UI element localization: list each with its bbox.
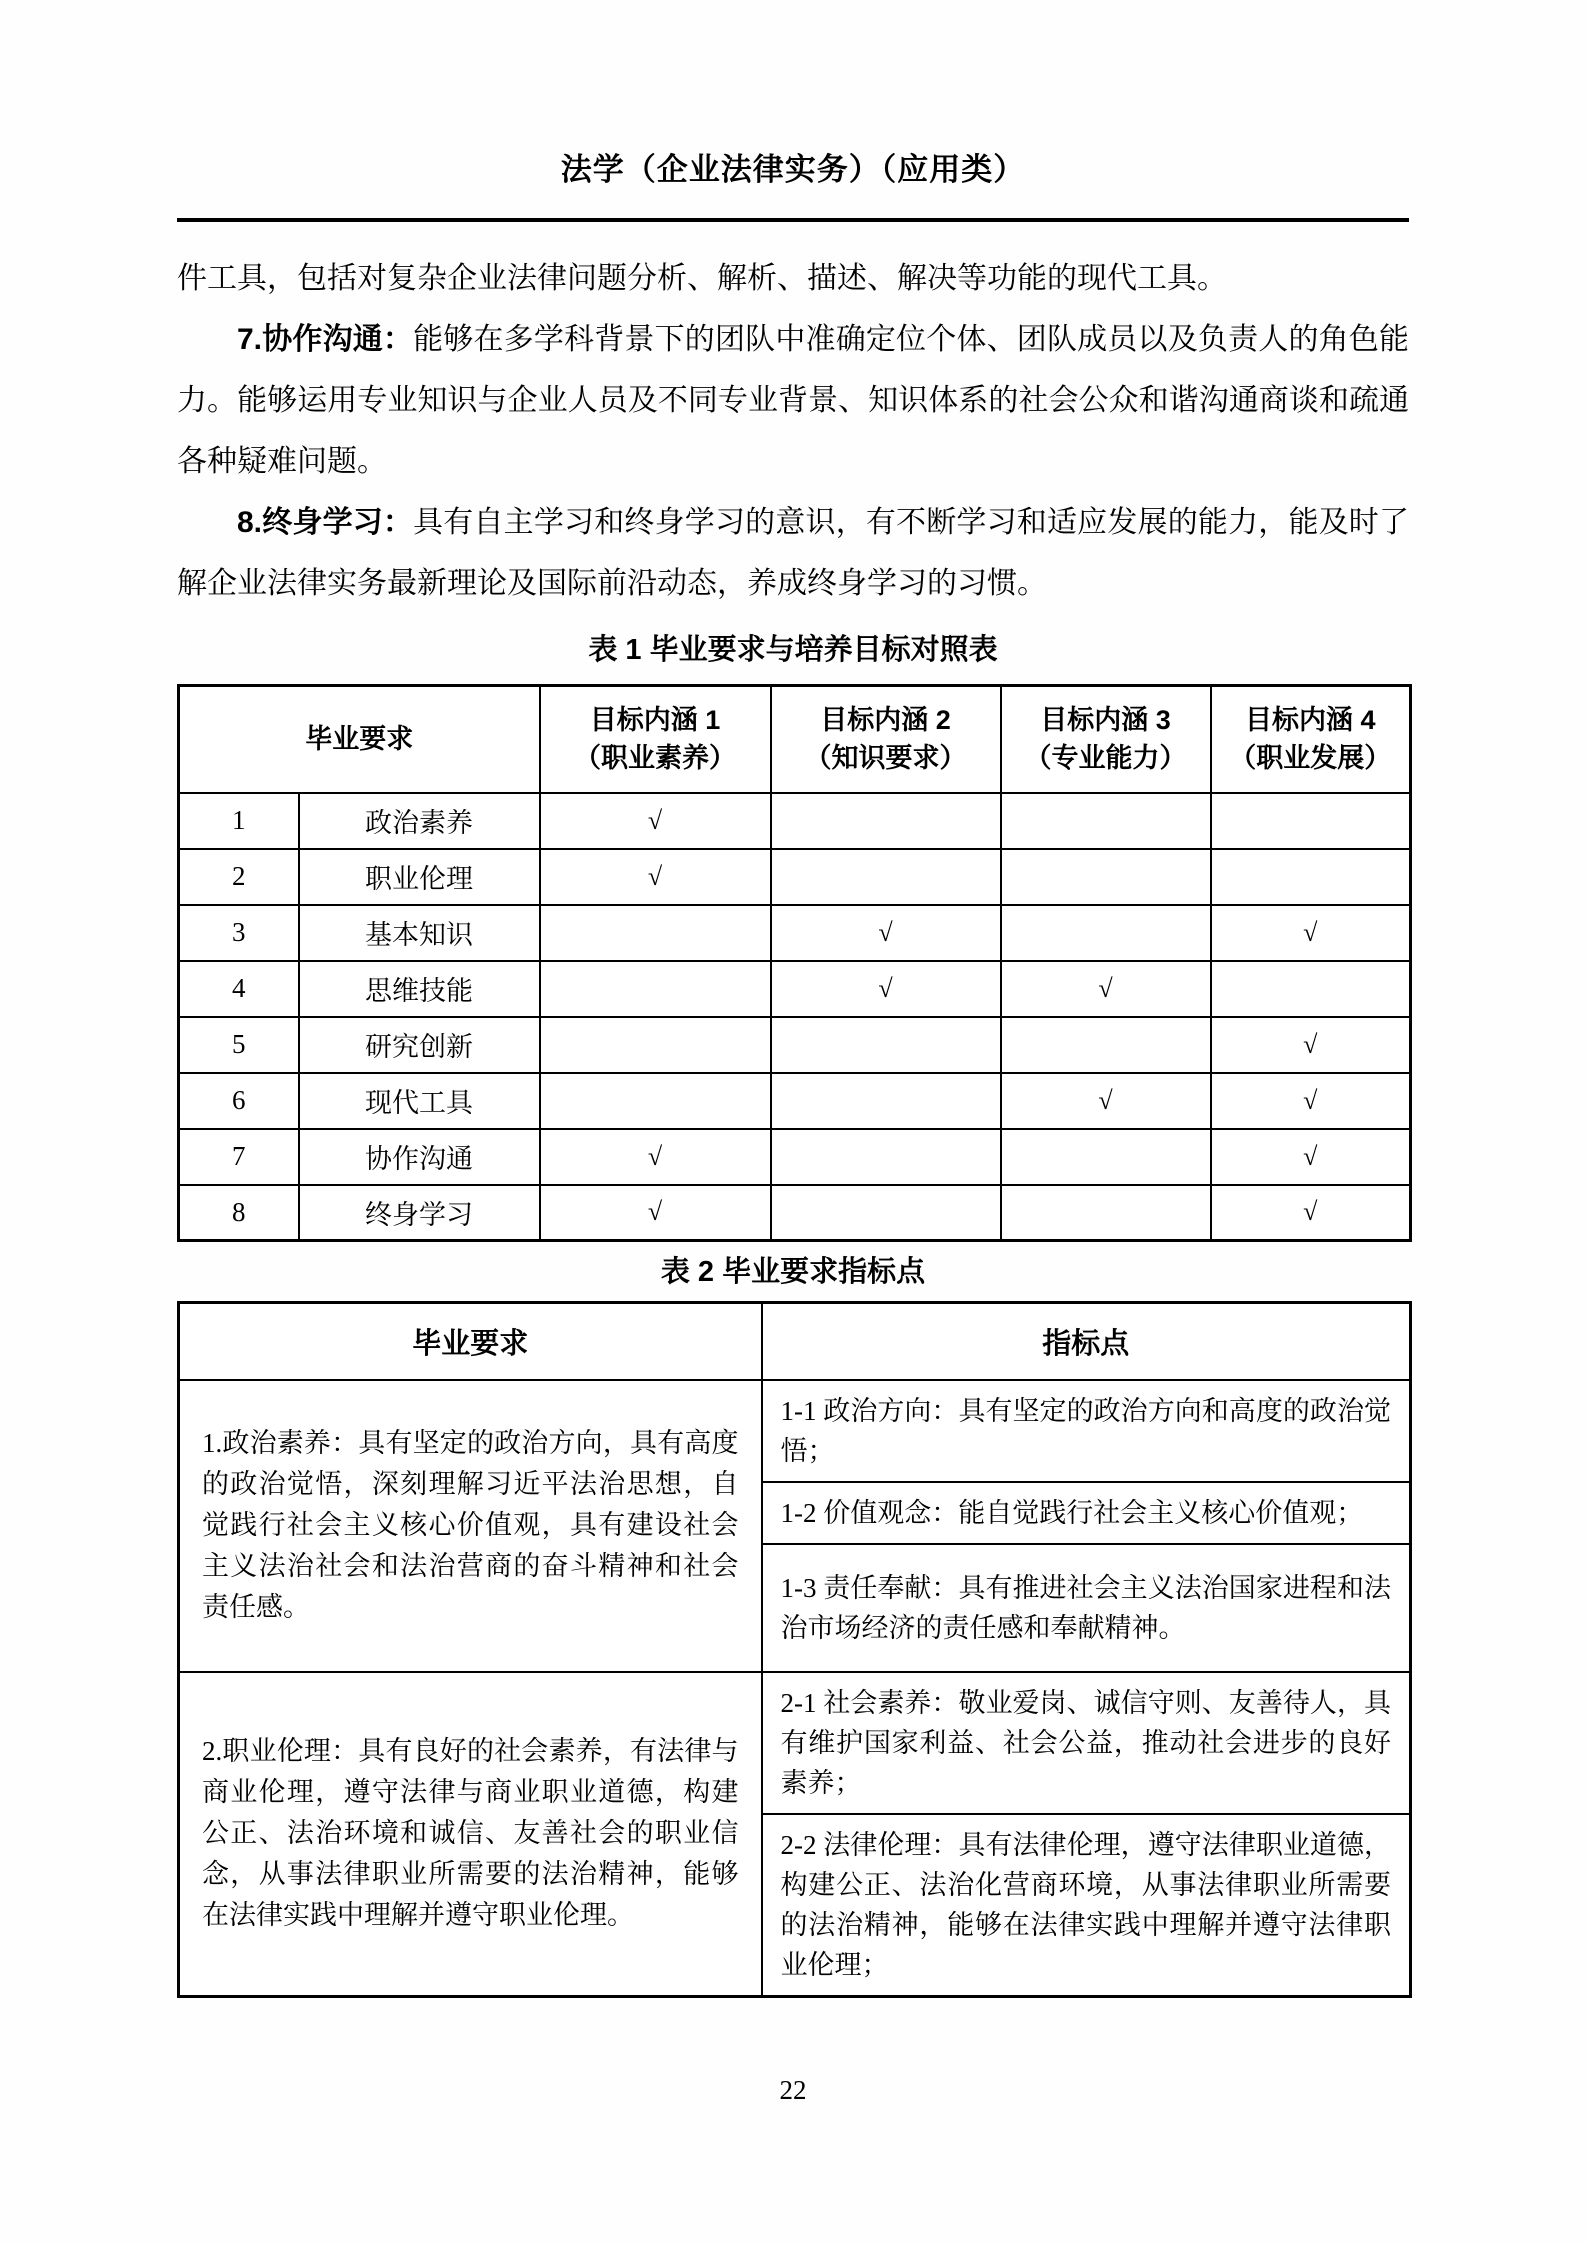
- checkmark-cell: [1001, 1185, 1211, 1241]
- checkmark-cell: [1001, 905, 1211, 961]
- checkmark-cell: [1001, 1017, 1211, 1073]
- table1-header-row: [179, 686, 1411, 793]
- table1-header-requirements: 毕业要求: [179, 686, 540, 793]
- table1-row-4: [179, 961, 1411, 1017]
- table2-group1-row1: [179, 1380, 1411, 1482]
- table1-header-goal2: [771, 686, 1001, 793]
- row-number: 4: [179, 961, 299, 1017]
- requirement-cell-2: 2.职业伦理：具有良好的社会素养，有法律与商业伦理，遵守法律与商业职业道德，构建公正、法治环境和诚信、友善社会的职业信念，从事法律职业所需要的法治精神，能够在法律实践中理解并遵守职业伦理。: [179, 1672, 762, 1997]
- row-number: 1: [179, 793, 299, 849]
- goal1-line1: 目标内涵 1: [589, 705, 721, 736]
- checkmark-cell: [771, 849, 1001, 905]
- table1-header-goal1: [540, 686, 771, 793]
- checkmark-cell: √: [1001, 961, 1211, 1017]
- paragraph-modern-tools: 件工具，包括对复杂企业法律问题分析、解析、描述、解决等功能的现代工具。: [177, 262, 1227, 295]
- goal4-line2: （职业发展）: [1229, 743, 1392, 774]
- table2-group2-row1: [179, 1672, 1411, 1814]
- checkmark-cell: [771, 1017, 1001, 1073]
- table1-row-6: [179, 1073, 1411, 1129]
- goal4-line1: 目标内涵 4: [1244, 705, 1376, 736]
- table2-requirement-indicators: [177, 1301, 1412, 1998]
- table1-row-3: [179, 905, 1411, 961]
- requirement-label: 现代工具: [299, 1073, 540, 1129]
- checkmark-cell: √: [540, 1129, 771, 1185]
- paragraph-7-text: 能够在多学科背景下的团队中准确定位个体、团队成员以及负责人的角色能力。能够运用专业知识与企业人员及不同专业背景、知识体系的社会公众和谐沟通商谈和疏通各种疑难问题。: [177, 323, 1409, 478]
- checkmark-cell: [1001, 793, 1211, 849]
- checkmark-cell: [771, 793, 1001, 849]
- table1-caption: 表 1 毕业要求与培养目标对照表: [588, 634, 998, 666]
- paragraph-7-lead: 7.协作沟通：: [237, 323, 414, 356]
- checkmark-cell: √: [540, 793, 771, 849]
- checkmark-cell: √: [540, 1185, 771, 1241]
- table1-graduation-vs-goals: [177, 684, 1412, 1242]
- table1-header-goal4: [1211, 686, 1411, 793]
- table2-header-requirements: 毕业要求: [179, 1303, 762, 1380]
- table1-row-1: [179, 793, 1411, 849]
- body-paragraphs: [177, 248, 1409, 614]
- table2-caption: 表 2 毕业要求指标点: [660, 1256, 926, 1288]
- checkmark-cell: √: [771, 961, 1001, 1017]
- checkmark-cell: [1211, 849, 1411, 905]
- table1-header-goal3: [1001, 686, 1211, 793]
- table2-header-row: [179, 1303, 1411, 1380]
- checkmark-cell: √: [1001, 1073, 1211, 1129]
- requirement-label: 政治素养: [299, 793, 540, 849]
- checkmark-cell: [540, 1073, 771, 1129]
- requirement-label: 基本知识: [299, 905, 540, 961]
- table1-row-5: [179, 1017, 1411, 1073]
- indicator-cell-1-2: 1-2 价值观念：能自觉践行社会主义核心价值观；: [762, 1482, 1411, 1544]
- row-number: 6: [179, 1073, 299, 1129]
- requirement-label: 研究创新: [299, 1017, 540, 1073]
- goal3-line1: 目标内涵 3: [1040, 705, 1171, 736]
- requirement-label: 思维技能: [299, 961, 540, 1017]
- requirement-label: 职业伦理: [299, 849, 540, 905]
- row-number: 2: [179, 849, 299, 905]
- checkmark-cell: [540, 1017, 771, 1073]
- indicator-cell-1-1: 1-1 政治方向：具有坚定的政治方向和高度的政治觉悟；: [762, 1380, 1411, 1482]
- goal2-line1: 目标内涵 2: [820, 705, 951, 736]
- checkmark-cell: √: [1211, 905, 1411, 961]
- paragraph-7-collaboration: [177, 309, 1409, 492]
- requirement-label: 协作沟通: [299, 1129, 540, 1185]
- checkmark-cell: [1001, 1129, 1211, 1185]
- row-number: 3: [179, 905, 299, 961]
- requirement-label: 终身学习: [299, 1185, 540, 1241]
- row-number: 8: [179, 1185, 299, 1241]
- checkmark-cell: √: [1211, 1017, 1411, 1073]
- page-content: [177, 148, 1409, 1998]
- checkmark-cell: [1211, 793, 1411, 849]
- page-number: 22: [779, 2075, 807, 2105]
- checkmark-cell: [1211, 961, 1411, 1017]
- checkmark-cell: √: [771, 905, 1001, 961]
- checkmark-cell: [540, 905, 771, 961]
- indicator-cell-1-3: 1-3 责任奉献：具有推进社会主义法治国家进程和法治市场经济的责任感和奉献精神。: [762, 1544, 1411, 1672]
- document-title: 法学（企业法律实务）（应用类）: [560, 152, 1026, 187]
- checkmark-cell: [771, 1073, 1001, 1129]
- paragraph-8-text: 具有自主学习和终身学习的意识，有不断学习和适应发展的能力，能及时了解企业法律实务最新理论及国际前沿动态，养成终身学习的习惯。: [177, 506, 1409, 600]
- table1-row-2: [179, 849, 1411, 905]
- checkmark-cell: [540, 961, 771, 1017]
- paragraph-8-lifelong-learning: [177, 492, 1409, 614]
- checkmark-cell: [771, 1185, 1001, 1241]
- row-number: 5: [179, 1017, 299, 1073]
- goal1-line2: （职业素养）: [574, 743, 736, 774]
- table2-header-indicators: 指标点: [762, 1303, 1411, 1380]
- goal3-line2: （专业能力）: [1024, 743, 1187, 774]
- checkmark-cell: √: [1211, 1129, 1411, 1185]
- indicator-cell-2-2: 2-2 法律伦理：具有法律伦理，遵守法律职业道德，构建公正、法治化营商环境，从事法律职业所需要的法治精神，能够在法律实践中理解并遵守法律职业伦理；: [762, 1814, 1411, 1997]
- paragraph-8-lead: 8.终身学习：: [237, 506, 414, 539]
- checkmark-cell: √: [540, 849, 771, 905]
- table1-row-8: [179, 1185, 1411, 1241]
- table1-row-7: [179, 1129, 1411, 1185]
- checkmark-cell: [771, 1129, 1001, 1185]
- requirement-cell-1: 1.政治素养：具有坚定的政治方向，具有高度的政治觉悟，深刻理解习近平法治思想，自觉践行社会主义核心价值观，具有建设社会主义法治社会和法治营商的奋斗精神和社会责任感。: [179, 1380, 762, 1672]
- row-number: 7: [179, 1129, 299, 1185]
- checkmark-cell: √: [1211, 1185, 1411, 1241]
- indicator-cell-2-1: 2-1 社会素养：敬业爱岗、诚信守则、友善待人，具有维护国家利益、社会公益，推动社会进步的良好素养；: [762, 1672, 1411, 1814]
- title-rule: [177, 218, 1409, 222]
- checkmark-cell: [1001, 849, 1211, 905]
- goal2-line2: （知识要求）: [804, 743, 967, 774]
- checkmark-cell: √: [1211, 1073, 1411, 1129]
